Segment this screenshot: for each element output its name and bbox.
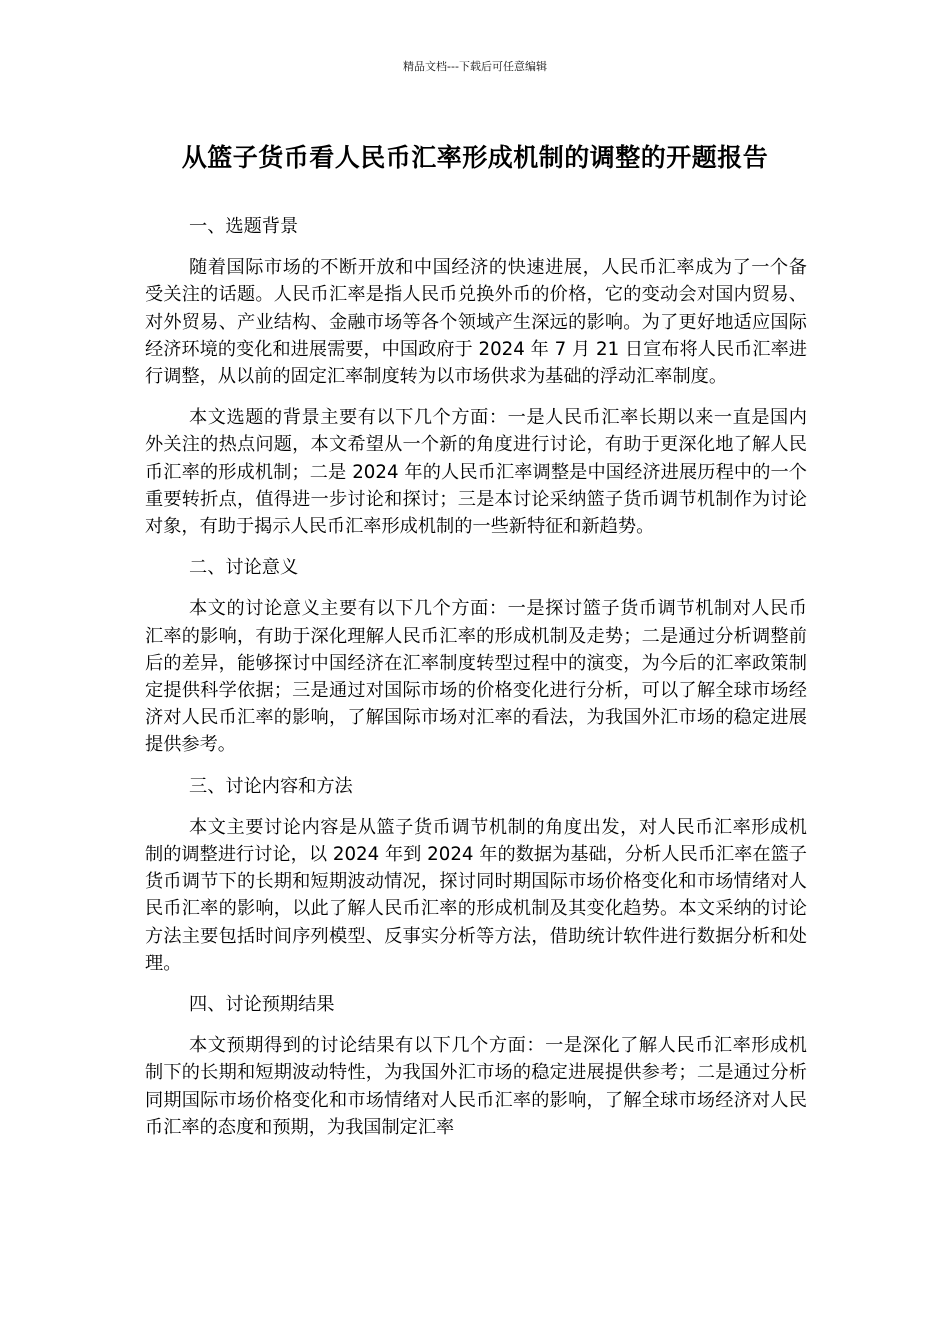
section-heading: 二、讨论意义 bbox=[189, 557, 299, 579]
document-body bbox=[145, 213, 807, 1155]
section-heading: 一、选题背景 bbox=[189, 216, 299, 237]
section-significance bbox=[145, 554, 807, 758]
section-content-method bbox=[145, 773, 807, 977]
paragraph: 本文的讨论意义主要有以下几个方面：一是探讨篮子货币调节机制对人民币汇率的影响，有助于深化理解人民币汇率的形成机制及走势；二是通过分析调整前后的差异，能够探讨中国经济在汇率制度转型过程中的演变，为今后的汇率政策制定提供科学依据；三是通过对国际市场的价格变化进行分析，可以了解全球市场经济对人民币汇率的影响，了解国际市场对汇率的看法，为我国外汇市场的稳定进展提供参考。 bbox=[145, 598, 807, 756]
paragraph: 本文预期得到的讨论结果有以下几个方面：一是深化了解人民币汇率形成机制下的长期和短期波动特性，为我国外汇市场的稳定进展提供参考；二是通过分析同期国际市场价格变化和市场情绪对人民币汇率的影响，了解全球市场经济对人民币汇率的态度和预期，为我国制定汇率 bbox=[145, 1035, 807, 1138]
paragraph: 本文主要讨论内容是从篮子货币调节机制的角度出发，对人民币汇率形成机制的调整进行讨论，以 2024 年到 2024 年的数据为基础，分析人民币汇率在篮子货币调节下的长期和短期波动情况，探讨同时期国际市场价格变化和市场情绪对人民币汇率的影响，以此了解人民币汇率的形成机制及其变化趋势。本文采纳的讨论方法主要包括时间序列模型、反事实分析等方法，借助统计软件进行数据分析和处理。 bbox=[145, 816, 807, 974]
section-background bbox=[145, 213, 807, 540]
paragraph: 随着国际市场的不断开放和中国经济的快速进展，人民币汇率成为了一个备受关注的话题。人民币汇率是指人民币兑换外币的价格，它的变动会对国内贸易、对外贸易、产业结构、金融市场等各个领域产生深远的影响。为了更好地适应国际经济环境的变化和进展需要，中国政府于 2024 年 7 月 21 日宣布将人民币汇率进行调整，从以前的固定汇率制度转为以市场供求为基础的浮动汇率制度。 bbox=[145, 257, 807, 388]
section-expected-results bbox=[145, 991, 807, 1141]
header-note: 精品文档---下载后可任意编辑 bbox=[403, 60, 547, 73]
document-title: 从篮子货币看人民币汇率形成机制的调整的开题报告 bbox=[181, 143, 769, 172]
section-heading: 四、讨论预期结果 bbox=[189, 994, 335, 1016]
paragraph: 本文选题的背景主要有以下几个方面：一是人民币汇率长期以来一直是国内外关注的热点问题，本文希望从一个新的角度进行讨论，有助于更深化地了解人民币汇率的形成机制；二是 2024 年的人民币汇率调整是中国经济进展历程中的一个重要转折点，值得进一步讨论和探讨；三是本讨论采纳篮子货币调节机制作为讨论对象，有助于揭示人民币汇率形成机制的一些新特征和新趋势。 bbox=[145, 407, 807, 538]
section-heading: 三、讨论内容和方法 bbox=[189, 775, 353, 797]
